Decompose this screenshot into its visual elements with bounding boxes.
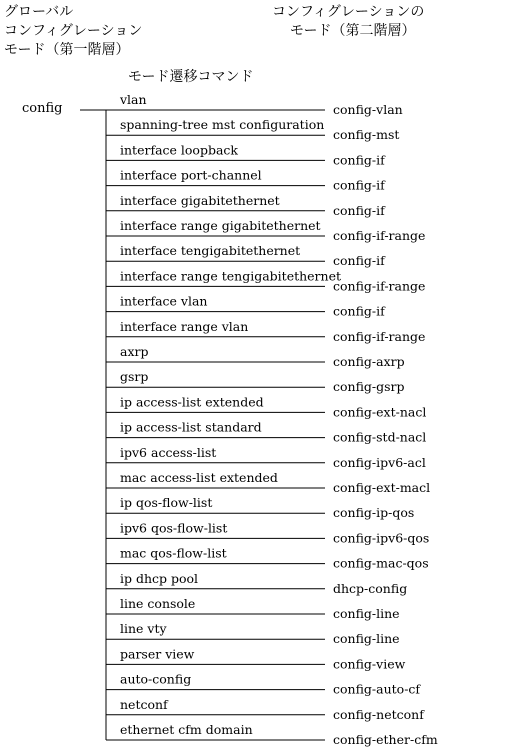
transition-command: ipv6 qos-flow-list (120, 520, 228, 536)
target-mode: config-ext-nacl (333, 404, 427, 420)
transition-command: ip qos-flow-list (120, 495, 213, 511)
target-mode: config-axrp (333, 354, 405, 369)
transition-command: ip access-list standard (120, 419, 262, 435)
transition-commands-header: モード遷移コマンド (128, 69, 254, 85)
transition-command: parser view (120, 646, 195, 662)
transition-command: interface gigabitethernet (120, 192, 280, 208)
header-line: モード（第二階層） (290, 23, 416, 39)
target-mode: config-auto-cf (333, 681, 421, 697)
target-mode: config-ipv6-acl (333, 454, 426, 470)
transition-command: interface range gigabitethernet (120, 218, 321, 233)
target-mode: config-view (333, 656, 406, 672)
target-mode: config-if (333, 177, 385, 193)
target-mode: config-if (333, 253, 385, 269)
transition-command: interface tengigabitethernet (120, 243, 301, 259)
target-mode: config-if-range (333, 278, 426, 294)
transition-command: interface port-channel (120, 167, 262, 183)
header-line: コンフィグレーション (4, 23, 143, 39)
transition-command: ipv6 access-list (120, 444, 217, 460)
target-mode: config-netconf (333, 706, 424, 722)
transition-command: ip dhcp pool (120, 570, 199, 586)
transition-command: auto-config (120, 671, 192, 687)
target-mode: config-ipv6-qos (333, 530, 430, 546)
target-mode: config-gsrp (333, 379, 405, 395)
header-line: グローバル (4, 4, 74, 20)
target-mode: config-ether-cfm (333, 732, 438, 747)
transition-command: ethernet cfm domain (120, 722, 253, 737)
target-mode: config-if-range (333, 228, 426, 243)
target-mode: config-if (333, 152, 385, 168)
target-mode: config-if (333, 202, 385, 218)
target-mode: config-std-nacl (333, 429, 427, 445)
transition-command: spanning-tree mst configuration (120, 117, 325, 133)
transition-command: mac qos-flow-list (120, 545, 227, 561)
transition-command: axrp (120, 344, 149, 359)
target-mode: config-vlan (333, 102, 403, 117)
header-line: モード（第一階層） (4, 42, 130, 58)
transition-command: interface range vlan (120, 318, 249, 334)
transition-command: line console (120, 596, 196, 611)
transition-command: line vty (120, 621, 167, 637)
header-line: コンフィグレーションの (272, 4, 425, 20)
target-mode: config-mst (333, 127, 400, 143)
target-mode: config-ext-macl (333, 480, 431, 495)
target-mode: config-line (333, 606, 400, 621)
transition-command: vlan (120, 92, 147, 107)
target-mode: config-mac-qos (333, 555, 429, 571)
target-mode: config-if-range (333, 328, 426, 344)
transition-command: interface range tengigabitethernet (120, 268, 342, 284)
transition-command: interface vlan (120, 293, 208, 309)
transition-command: gsrp (120, 369, 149, 385)
root-mode-label: config (22, 101, 63, 116)
transition-command: interface loopback (120, 142, 238, 158)
transition-command: mac access-list extended (120, 470, 278, 485)
target-mode: config-if (333, 303, 385, 319)
target-mode: config-ip-qos (333, 505, 415, 521)
target-mode: dhcp-config (333, 580, 408, 596)
transition-command: ip access-list extended (120, 394, 264, 410)
transition-command: netconf (120, 696, 168, 712)
target-mode: config-line (333, 631, 400, 647)
